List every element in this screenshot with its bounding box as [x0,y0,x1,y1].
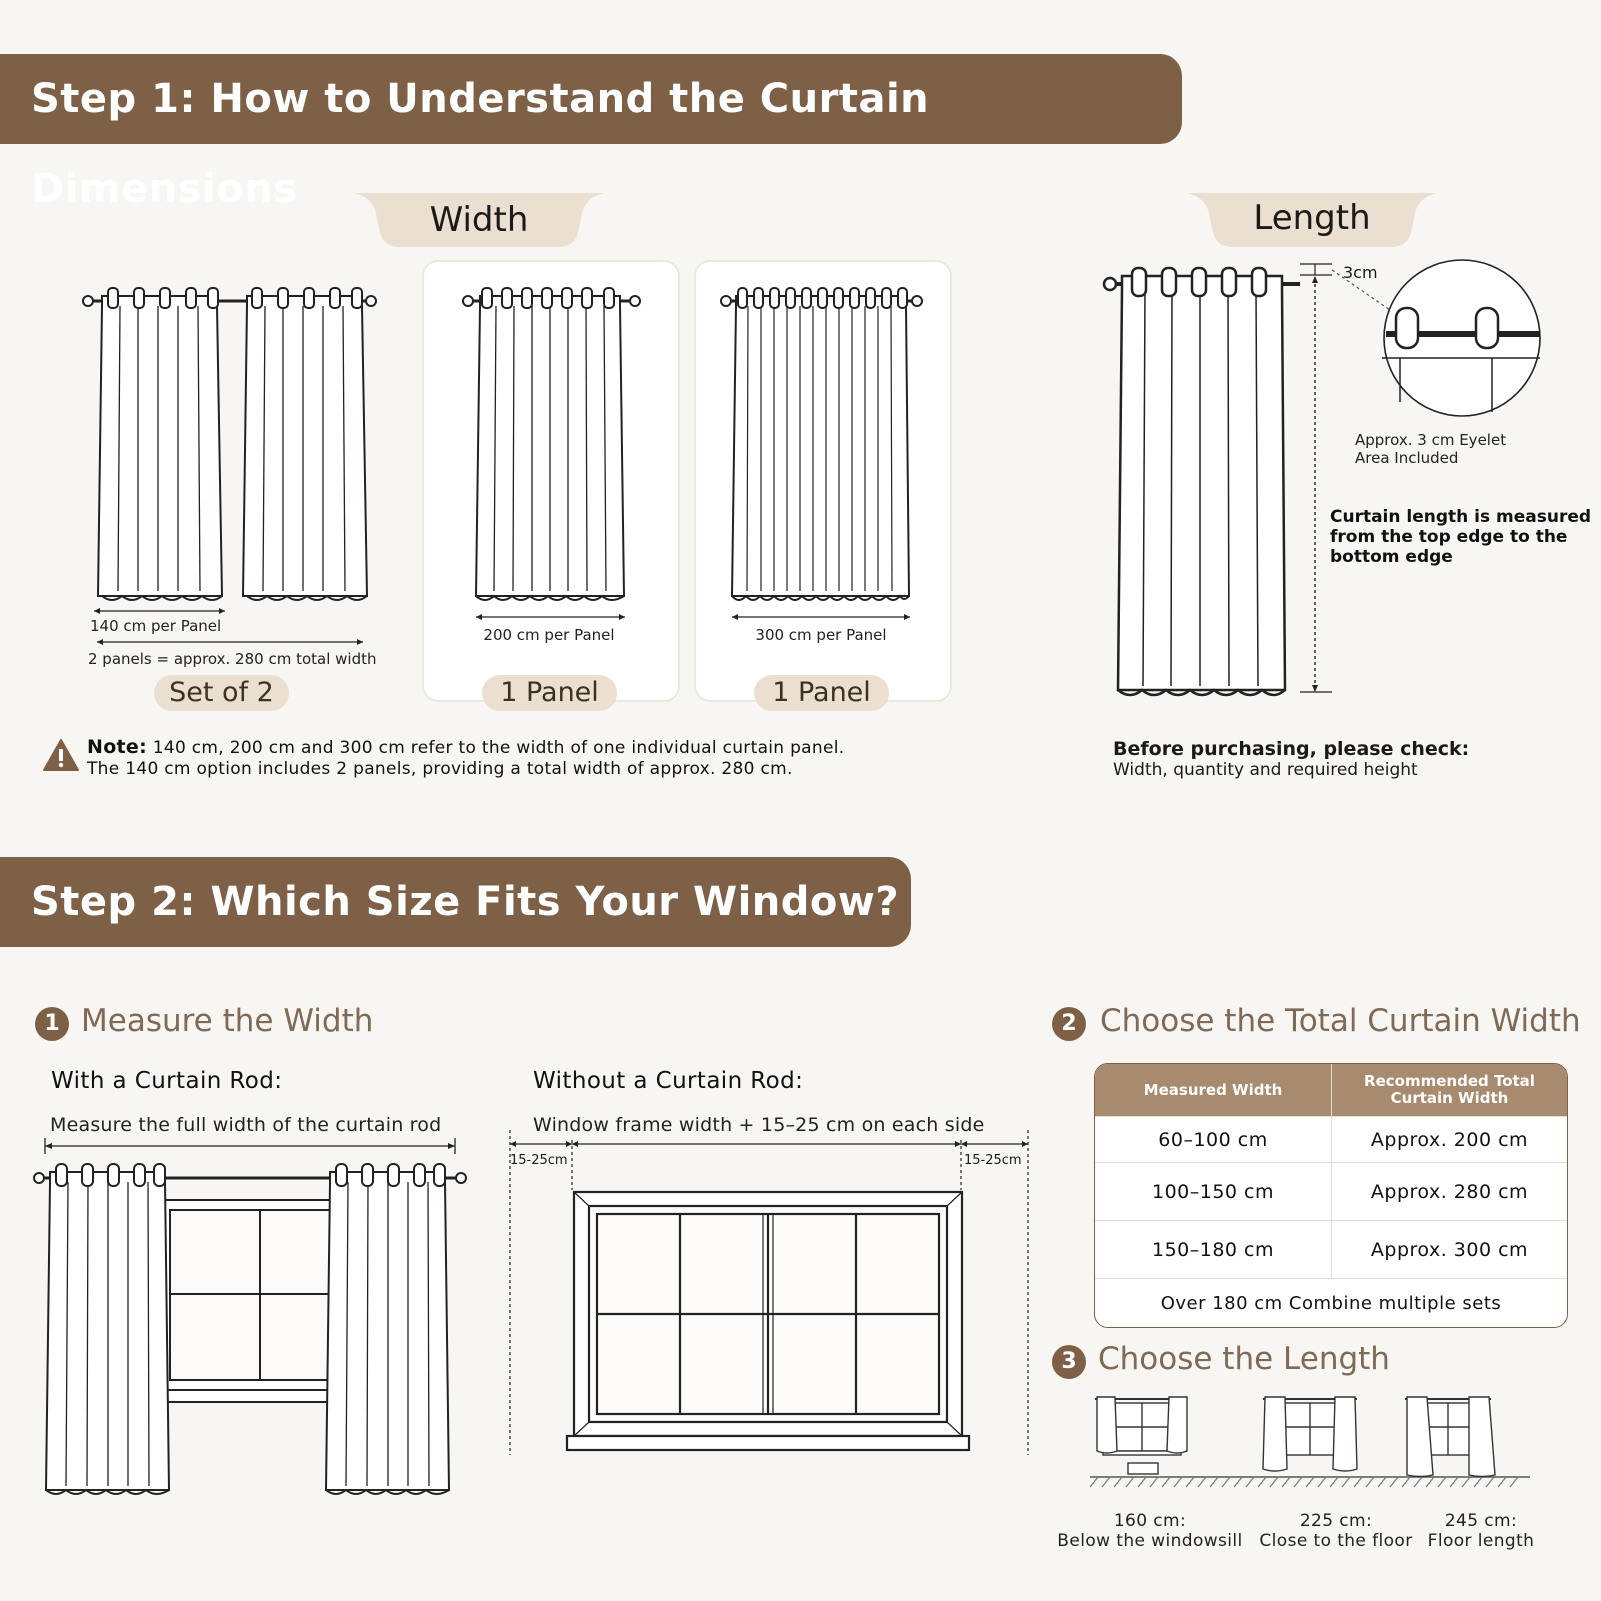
length-option-225-size: 225 cm: [1299,1511,1373,1531]
eyelet-note-line-1: Approx. 3 cm Eyelet [1355,431,1507,449]
length-desc-line-1: Curtain length is measured [1330,507,1592,527]
table-row [1095,1162,1567,1220]
step1-banner [0,54,1182,212]
note-line-1: 140 cm, 200 cm and 300 cm refer to the width of one individual curtain panel. [147,738,845,758]
without-rod-desc: Window frame width + 15–25 cm on each side [533,1114,985,1136]
without-rod-title: Without a Curtain Rod: [533,1068,804,1094]
step2-banner [0,857,911,947]
step1-title: Step 1: How to Understand the Curtain Dimensions [31,76,930,212]
set2-total-label: 2 panels = approx. 280 cm total width [88,650,377,668]
length-options-illustration [1085,1395,1535,1495]
note-text [87,737,844,780]
length-option-245-desc: Floor length [1427,1531,1535,1551]
check-items: Width, quantity and required height [1113,760,1418,780]
panel-300-label: 300 cm per Panel [755,626,887,644]
table-cell: Approx. 200 cm [1331,1116,1567,1162]
eyelet-note-line-2: Area Included [1355,449,1459,467]
eyelet-note [1355,431,1506,467]
length-description [1330,507,1591,567]
note-line-2: The 140 cm option includes 2 panels, providing a total width of approx. 280 cm. [87,759,793,779]
size-table [1094,1063,1568,1328]
with-rod-desc: Measure the full width of the curtain rod [50,1114,442,1136]
table-cell: 150–180 cm [1095,1220,1331,1278]
table-row [1095,1116,1567,1162]
note-label: Note: [87,736,148,758]
length-curtain-illustration [1100,262,1550,702]
table-cell: 60–100 cm [1095,1116,1331,1162]
length-option-160-size: 160 cm: [1113,1511,1187,1531]
panel-300-curtain-illustration [720,286,925,626]
step-number-1: 1 [35,1007,69,1041]
table-cell: Approx. 280 cm [1331,1162,1567,1220]
table-row [1095,1278,1567,1327]
length-desc-line-3: bottom edge [1330,547,1453,567]
set2-total-arrow [95,637,365,647]
set-of-2-curtain-illustration [80,286,380,606]
with-rod-title: With a Curtain Rod: [51,1068,283,1094]
table-cell: Approx. 300 cm [1331,1220,1567,1278]
with-rod-window-illustration [30,1138,475,1498]
side-gap-right-label: 15-25cm [964,1153,1022,1168]
length-tab: Length [1253,198,1371,238]
width-tab: Width [429,200,529,240]
side-gap-left-label: 15-25cm [510,1153,568,1168]
length-option-160 [1055,1511,1245,1551]
panel-200-pill: 1 Panel [482,675,617,711]
length-option-225 [1251,1511,1421,1551]
set2-per-panel-label: 140 cm per Panel [90,617,222,635]
size-table-header [1095,1064,1567,1116]
table-cell: 100–150 cm [1095,1162,1331,1220]
step-number-2: 2 [1052,1007,1086,1041]
col-recommended-width: Recommended Total Curtain Width [1331,1064,1567,1116]
without-rod-window-illustration [505,1130,1030,1460]
length-option-245 [1416,1511,1546,1551]
col-measured-width: Measured Width [1095,1064,1331,1116]
measure-width-title: Measure the Width [81,1003,374,1039]
choose-length-title: Choose the Length [1098,1341,1390,1377]
length-option-225-desc: Close to the floor [1259,1531,1413,1551]
step2-title: Step 2: Which Size Fits Your Window? [31,879,900,925]
total-width-title: Choose the Total Curtain Width [1100,1003,1581,1039]
table-row [1095,1220,1567,1278]
set-of-2-pill: Set of 2 [154,675,289,711]
panel-200-label: 200 cm per Panel [483,626,615,644]
table-cell-combined: Over 180 cm Combine multiple sets [1095,1278,1567,1327]
length-option-245-size: 245 cm: [1444,1511,1518,1531]
check-title: Before purchasing, please check: [1113,738,1470,760]
warning-icon [42,738,80,772]
panel-200-curtain-illustration [462,286,642,626]
panel-300-pill: 1 Panel [754,675,889,711]
step-number-3: 3 [1052,1345,1086,1379]
length-desc-line-2: from the top edge to the [1330,527,1568,547]
length-option-160-desc: Below the windowsill [1057,1531,1243,1551]
eyelet-dimension-label: 3cm [1343,263,1378,282]
